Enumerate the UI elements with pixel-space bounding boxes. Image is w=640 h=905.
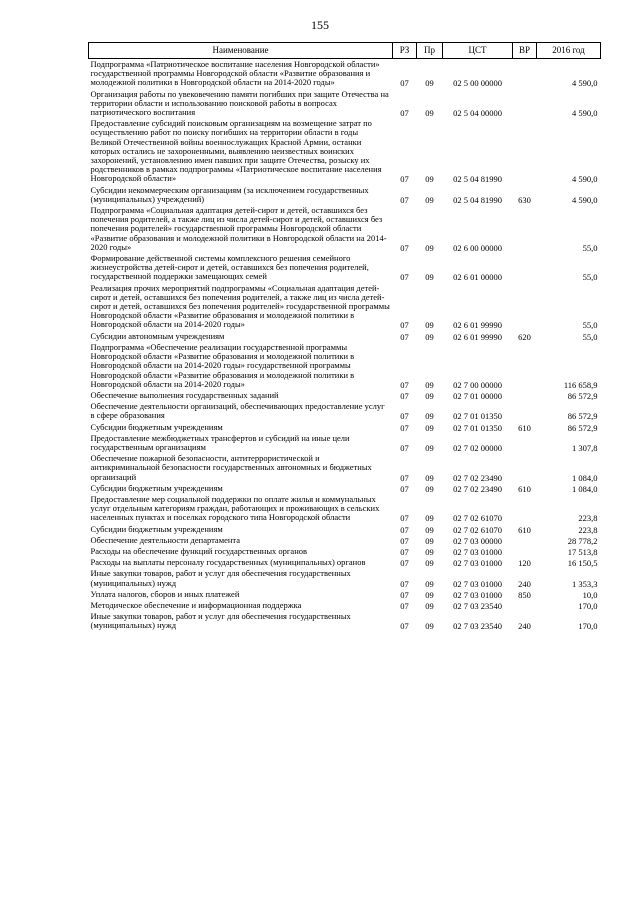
cell-rz: 07 [400, 272, 409, 283]
table-row [89, 89, 601, 119]
cell-cst: 02 7 01 01350 [453, 411, 502, 422]
table-row [89, 118, 601, 184]
table-row [89, 390, 601, 401]
cell-cst: 02 7 03 00000 [453, 535, 502, 546]
cell-cst: 02 6 01 99990 [453, 331, 502, 342]
cell-vr [513, 342, 537, 390]
table-row [89, 253, 601, 283]
cell-rz: 07 [400, 589, 409, 600]
cell-rz: 07 [400, 621, 409, 632]
cell-pr: 09 [425, 621, 434, 632]
table-row [89, 557, 601, 568]
cell-pr: 09 [425, 379, 434, 390]
cell-sum: 86 572,9 [567, 422, 598, 433]
table-row [89, 568, 601, 588]
cell-sum: 4 590,0 [572, 194, 598, 205]
cell-pr: 09 [425, 422, 434, 433]
cell-rz: 07 [400, 108, 409, 119]
cell-pr: 09 [425, 472, 434, 483]
cell-sum: 4 590,0 [572, 174, 598, 185]
cell-vr: 610 [518, 524, 531, 535]
cell-vr: 610 [518, 483, 531, 494]
cell-vr [513, 600, 537, 611]
table-row [89, 524, 601, 535]
cell-rz: 07 [400, 513, 409, 524]
cell-cst: 02 7 01 00000 [453, 390, 502, 401]
table-header-row [89, 43, 601, 59]
cell-rz: 07 [400, 194, 409, 205]
cell-name: Предоставление мер социальной поддержки по оплате жилья и коммунальных услуг отдельным категориям граждан, работающих и проживающих в сельских населенных пунктах и поселках городского типа Новгородской области [90, 493, 380, 523]
cell-pr: 09 [425, 320, 434, 331]
cell-vr: 120 [518, 558, 531, 569]
cell-cst: 02 5 04 00000 [453, 108, 502, 119]
cell-vr: 240 [518, 621, 531, 632]
cell-sum: 1 084,0 [572, 483, 598, 494]
cell-sum: 86 572,9 [567, 411, 598, 422]
cell-vr: 850 [518, 589, 531, 600]
header-vr: ВР [513, 43, 537, 59]
cell-vr [513, 59, 537, 89]
cell-cst: 02 6 01 00000 [453, 272, 502, 283]
budget-table [88, 42, 601, 632]
cell-sum: 4 590,0 [572, 108, 598, 119]
cell-pr: 09 [425, 174, 434, 185]
cell-cst: 02 7 02 61070 [453, 513, 502, 524]
cell-name: Предоставление межбюджетных трансфертов и субсидий на иные цели государственным организациям [90, 432, 350, 452]
cell-rz: 07 [400, 600, 409, 611]
cell-vr [513, 494, 537, 524]
cell-sum: 55,0 [582, 272, 598, 283]
table-row [89, 342, 601, 390]
cell-name: Обеспечение пожарной безопасности, антитеррористической и антикриминальной безопасности государственных автономных и бюджетных организаций [90, 453, 372, 482]
cell-cst: 02 5 04 81990 [453, 194, 502, 205]
cell-pr: 09 [425, 524, 434, 535]
cell-pr: 09 [425, 194, 434, 205]
cell-sum: 86 572,9 [567, 390, 598, 401]
cell-rz: 07 [400, 331, 409, 342]
cell-sum: 55,0 [582, 320, 598, 331]
cell-pr: 09 [425, 242, 434, 253]
cell-rz: 07 [400, 483, 409, 494]
cell-vr [513, 118, 537, 184]
cell-cst: 02 7 02 23490 [453, 483, 502, 494]
cell-vr [513, 535, 537, 546]
cell-sum: 55,0 [582, 242, 598, 253]
cell-cst: 02 7 01 01350 [453, 422, 502, 433]
cell-sum: 170,0 [578, 600, 598, 611]
table-row [89, 546, 601, 557]
cell-rz: 07 [400, 242, 409, 253]
cell-vr [513, 390, 537, 401]
cell-vr [513, 283, 537, 331]
cell-sum: 28 778,2 [567, 535, 598, 546]
table-row [89, 331, 601, 342]
cell-pr: 09 [425, 78, 434, 89]
cell-rz: 07 [400, 535, 409, 546]
cell-cst: 02 7 03 01000 [453, 589, 502, 600]
cell-name: Обеспечение деятельности организаций, обеспечивающих предоставление услуг в сфере образования [90, 401, 385, 421]
cell-cst: 02 7 02 61070 [453, 524, 502, 535]
cell-cst: 02 5 04 81990 [453, 174, 502, 185]
table-row [89, 205, 601, 253]
cell-name: Обеспечение выполнения государственных заданий [90, 389, 279, 400]
cell-rz: 07 [400, 320, 409, 331]
table-row [89, 589, 601, 600]
cell-vr [513, 205, 537, 253]
cell-name: Формирование действенной системы комплексного решения семейного жизнеустройства детей-сирот и детей, оставшихся без попечения родителей, государственной поддержки замещающих семей [90, 253, 369, 282]
cell-sum: 55,0 [582, 331, 598, 342]
table-row [89, 453, 601, 483]
cell-name: Организация работы по увековечению памяти погибших при защите Отечества на территории области и использованию поисковой работы в вопросах патриотического воспитания [90, 88, 389, 118]
cell-name: Обеспечение деятельности департамента [90, 534, 240, 545]
cell-pr: 09 [425, 442, 434, 453]
cell-vr [513, 546, 537, 557]
header-name: Наименование [89, 43, 393, 59]
cell-vr [513, 433, 537, 453]
cell-pr: 09 [425, 331, 434, 342]
cell-pr: 09 [425, 578, 434, 589]
cell-vr [513, 89, 537, 119]
cell-vr: 610 [518, 422, 531, 433]
table-body [89, 59, 601, 632]
cell-name: Подпрограмма «Социальная адаптация детей-сирот и детей, оставшихся без попечения родителей, а также лиц из числа детей-сирот и детей, оставшихся без попечения родителей» государственной программы Новгородской области «Развитие образования и молодежной политики в Новгородской области на 2014-2020 годы» [90, 205, 387, 252]
cell-sum: 223,8 [578, 524, 598, 535]
cell-sum: 1 353,3 [572, 578, 598, 589]
cell-rz: 07 [400, 411, 409, 422]
cell-rz: 07 [400, 379, 409, 390]
cell-cst: 02 6 00 00000 [453, 242, 502, 253]
cell-pr: 09 [425, 483, 434, 494]
header-pr: Пр [417, 43, 443, 59]
cell-name: Субсидии автономным учреждениям [90, 330, 225, 341]
cell-pr: 09 [425, 272, 434, 283]
cell-pr: 09 [425, 411, 434, 422]
cell-cst: 02 6 01 99990 [453, 320, 502, 331]
cell-rz: 07 [400, 442, 409, 453]
cell-name: Методическое обеспечение и информационная поддержка [90, 599, 302, 610]
header-sum: 2016 год [537, 43, 601, 59]
page-number: 155 [311, 18, 329, 32]
cell-cst: 02 7 03 01000 [453, 578, 502, 589]
cell-vr: 620 [518, 331, 531, 342]
cell-sum: 223,8 [578, 513, 598, 524]
cell-cst: 02 7 03 23540 [453, 621, 502, 632]
cell-sum: 116 658,9 [563, 379, 598, 390]
cell-vr: 630 [518, 194, 531, 205]
table-row [89, 600, 601, 611]
cell-cst: 02 7 03 23540 [453, 600, 502, 611]
cell-rz: 07 [400, 524, 409, 535]
cell-name: Иные закупки товаров, работ и услуг для обеспечения государственных (муниципальных) нужд [90, 568, 351, 588]
cell-rz: 07 [400, 390, 409, 401]
table-row [89, 283, 601, 331]
cell-pr: 09 [425, 390, 434, 401]
cell-cst: 02 7 00 00000 [453, 379, 502, 390]
cell-rz: 07 [400, 422, 409, 433]
cell-sum: 1 084,0 [572, 472, 598, 483]
cell-name: Расходы на выплаты персоналу государственных (муниципальных) органов [90, 557, 366, 568]
header-cst: ЦСТ [443, 43, 513, 59]
cell-name: Подпрограмма «Обеспечение реализации государственной программы Новгородской области «Развитие образования и молодежной политики в Новгородской области на 2014-2020 годы» государственной программы Новгородской области «Развитие образования и молодежной политики в Новгородской области на 2014-2020 годы» [90, 341, 355, 389]
cell-cst: 02 7 02 23490 [453, 472, 502, 483]
cell-name: Субсидии бюджетным учреждениям [90, 482, 223, 493]
cell-sum: 10,0 [582, 589, 598, 600]
cell-name: Предоставление субсидий поисковым организациям на возмещение затрат по осуществлению работ по поиску погибших на территории области в годы Великой Отечественной войны военнослужащих Красной Армии, останки которых остались не захороненными, выявлению неизвестных воинских захоронений, установлению имен павших при защите Отечества, розыску их родственников в рамках подпрограммы «Патриотическое воспитание населения Новгородской области» [90, 118, 382, 184]
cell-cst: 02 7 02 00000 [453, 442, 502, 453]
table-row [89, 433, 601, 453]
cell-rz: 07 [400, 472, 409, 483]
table-row [89, 422, 601, 433]
cell-rz: 07 [400, 174, 409, 185]
cell-vr [513, 453, 537, 483]
table-row [89, 59, 601, 89]
cell-sum: 4 590,0 [572, 78, 598, 89]
cell-pr: 09 [425, 558, 434, 569]
cell-name: Субсидии некоммерческим организациям (за исключением государственных (муниципальных) учреждений) [90, 184, 369, 204]
cell-rz: 07 [400, 546, 409, 557]
cell-sum: 1 307,8 [572, 442, 598, 453]
cell-rz: 07 [400, 578, 409, 589]
cell-pr: 09 [425, 600, 434, 611]
cell-vr [513, 253, 537, 283]
cell-rz: 07 [400, 78, 409, 89]
cell-pr: 09 [425, 546, 434, 557]
cell-name: Субсидии бюджетным учреждениям [90, 523, 223, 534]
cell-name: Подпрограмма «Патриотическое воспитание населения Новгородской области» государственной программы Новгородской области «Развитие образования и молодежной политики в Новгородской области на 2014-2020 годы» [90, 59, 380, 88]
cell-sum: 170,0 [578, 621, 598, 632]
table-row [89, 483, 601, 494]
cell-sum: 17 513,8 [567, 546, 598, 557]
cell-rz: 07 [400, 558, 409, 569]
cell-name: Уплата налогов, сборов и иных платежей [90, 588, 240, 599]
cell-cst: 02 5 00 00000 [453, 78, 502, 89]
cell-sum: 16 150,5 [567, 558, 598, 569]
cell-pr: 09 [425, 535, 434, 546]
header-rz: РЗ [393, 43, 417, 59]
table-row [89, 401, 601, 421]
cell-vr: 240 [518, 578, 531, 589]
cell-vr [513, 401, 537, 421]
table-row [89, 535, 601, 546]
cell-name: Субсидии бюджетным учреждениям [90, 421, 223, 432]
cell-cst: 02 7 03 01000 [453, 558, 502, 569]
table-row [89, 494, 601, 524]
table-row [89, 185, 601, 205]
cell-name: Расходы на обеспечение функций государственных органов [90, 545, 308, 556]
cell-cst: 02 7 03 01000 [453, 546, 502, 557]
cell-pr: 09 [425, 513, 434, 524]
cell-name: Реализация прочих мероприятий подпрограммы «Социальная адаптация детей-сирот и детей, оставшихся без попечения родителей, а также лиц из числа детей-сирот и детей, оставшихся без попечения родителей» государственной программы Новгородской области «Развитие образования и молодежной политики в Новгородской области на 2014-2020 годы» [90, 282, 390, 330]
table-row [89, 611, 601, 631]
cell-pr: 09 [425, 108, 434, 119]
cell-name: Иные закупки товаров, работ и услуг для обеспечения государственных (муниципальных) нужд [90, 611, 351, 631]
cell-pr: 09 [425, 589, 434, 600]
